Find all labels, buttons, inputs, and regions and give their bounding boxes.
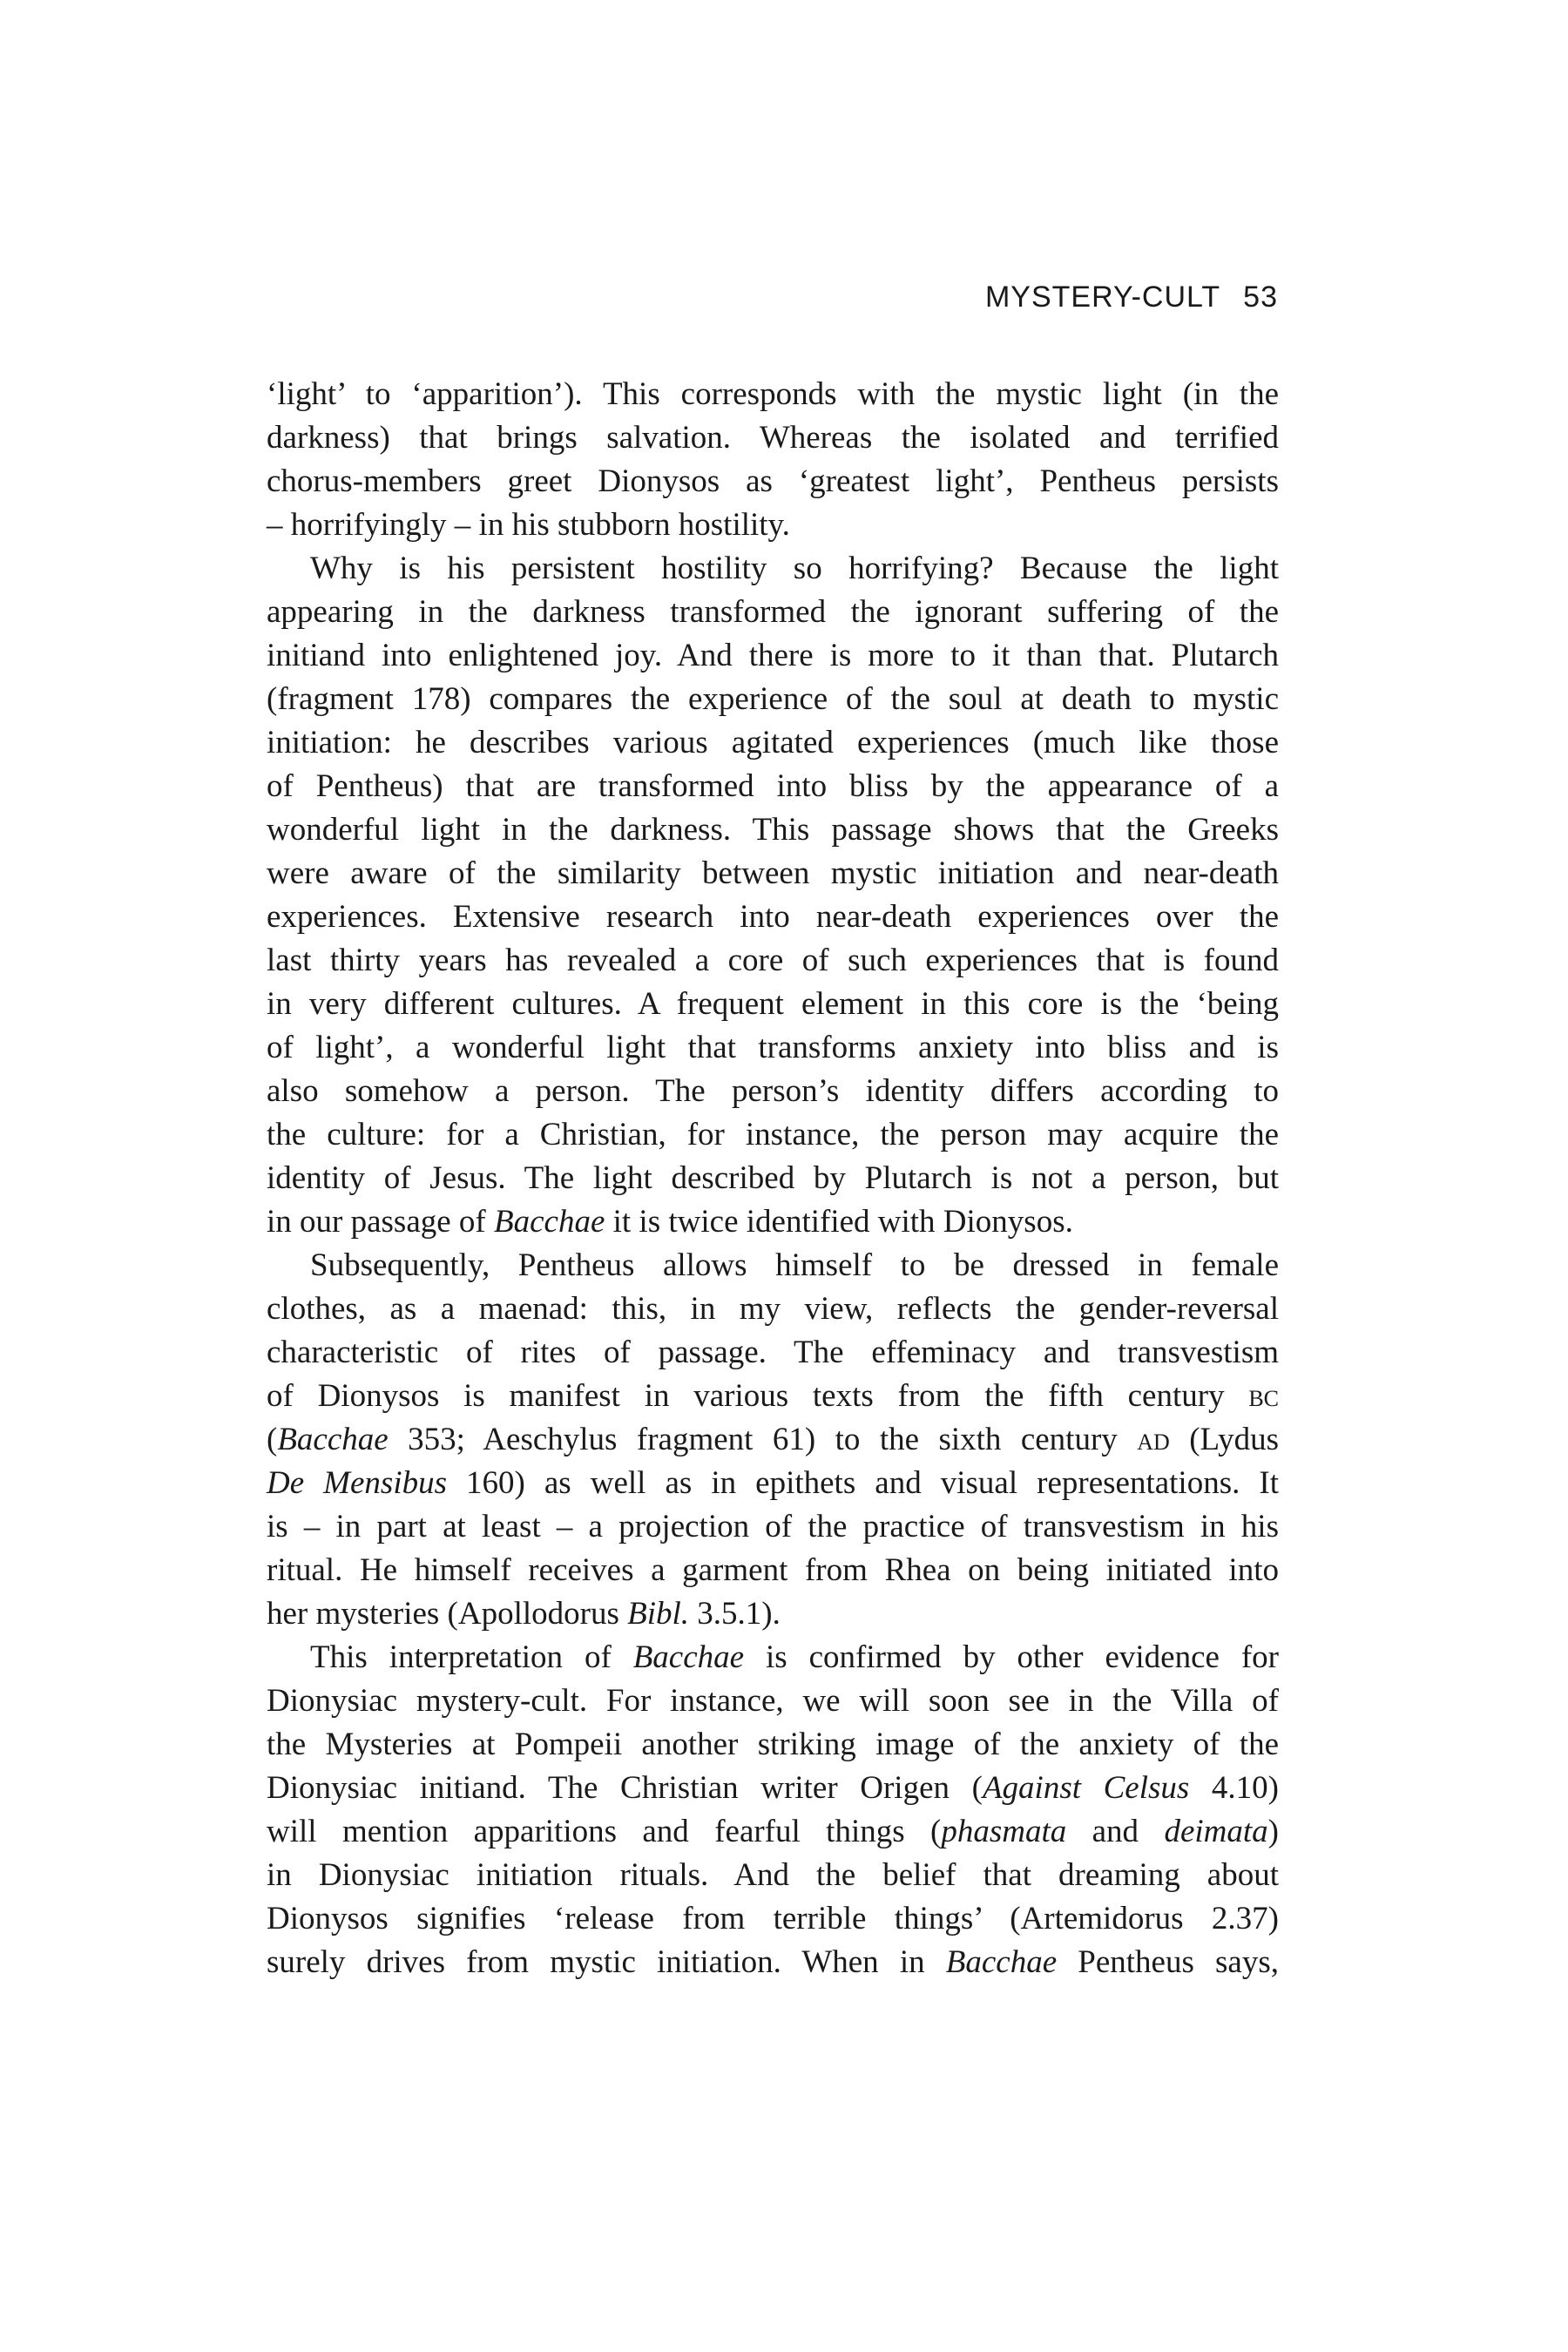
text-line xyxy=(267,1026,1279,1070)
text-span: 160) as well as in epithets and visual representations. It xyxy=(447,1465,1279,1501)
text-span: is confirmed by other evidence for xyxy=(744,1639,1279,1675)
text-span: ( xyxy=(267,1422,278,1457)
text-line xyxy=(267,1680,1279,1723)
text-line xyxy=(267,1592,1279,1636)
text-line xyxy=(267,416,1279,460)
text-span: clothes, as a maenad: this, in my view, reflects the gender-reversal xyxy=(267,1291,1279,1327)
text-line xyxy=(267,504,1279,547)
text-line xyxy=(267,1549,1279,1592)
text-span: the culture: for a Christian, for instance, the person may acquire the xyxy=(267,1117,1279,1152)
italic-text: Bacchae xyxy=(945,1944,1058,1980)
text-span: Dionysiac initiand. The Christian writer Origen ( xyxy=(267,1770,983,1806)
text-span: also somehow a person. The person’s identity differs according to xyxy=(267,1073,1279,1109)
italic-text: phasmata xyxy=(941,1814,1067,1849)
text-line xyxy=(267,373,1279,416)
text-line xyxy=(267,1244,1279,1288)
text-span: Dionysos signifies ‘release from terrible things’ (Artemidorus 2.37) xyxy=(267,1901,1279,1936)
italic-text: Bibl. xyxy=(627,1596,690,1632)
text-line xyxy=(267,1897,1279,1941)
text-span: will mention apparitions and fearful things ( xyxy=(267,1814,942,1849)
text-span: in very different cultures. A frequent element in this core is the ‘being xyxy=(267,986,1279,1022)
italic-text: Against Celsus xyxy=(982,1770,1190,1806)
text-span: ritual. He himself receives a garment from Rhea on being initiated into xyxy=(267,1552,1279,1588)
text-line xyxy=(267,591,1279,634)
text-line xyxy=(267,1113,1279,1157)
text-span: darkness) that brings salvation. Whereas the isolated and terrified xyxy=(267,420,1279,456)
text-line xyxy=(267,1767,1279,1810)
running-header-title: MYSTERY-CULT xyxy=(984,280,1221,314)
text-span: ‘light’ to ‘apparition’). This corresponds with the mystic light (in the xyxy=(267,376,1279,412)
text-span: of Dionysos is manifest in various texts from the fifth century xyxy=(267,1378,1249,1414)
text-span: (fragment 178) compares the experience of the soul at death to mystic xyxy=(267,681,1279,717)
text-span: chorus-members greet Dionysos as ‘greatest light’, Pentheus persists xyxy=(267,463,1279,499)
text-span: it is twice identified with Dionysos. xyxy=(605,1204,1073,1240)
text-line xyxy=(267,1288,1279,1331)
text-line xyxy=(267,896,1279,939)
text-span: experiences. Extensive research into near-death experiences over the xyxy=(267,899,1279,935)
text-line xyxy=(267,721,1279,765)
text-line xyxy=(267,808,1279,852)
text-line xyxy=(267,1505,1279,1549)
text-line xyxy=(267,460,1279,504)
text-span: in our passage of xyxy=(267,1204,494,1240)
text-span: identity of Jesus. The light described by Plutarch is not a person, but xyxy=(267,1160,1279,1196)
italic-text: De Mensibus xyxy=(267,1465,447,1501)
text-line xyxy=(267,939,1279,983)
text-span: her mysteries (Apollodorus xyxy=(267,1596,628,1632)
text-span: Subsequently, Pentheus allows himself to be dressed in female xyxy=(310,1247,1279,1283)
text-span: surely drives from mystic initiation. When in xyxy=(267,1944,946,1980)
text-span: were aware of the similarity between mystic initiation and near-death xyxy=(267,855,1279,891)
text-span: wonderful light in the darkness. This passage shows that the Greeks xyxy=(267,812,1279,848)
text-line xyxy=(267,1723,1279,1767)
text-span: ) xyxy=(1267,1814,1279,1849)
text-span: This interpretation of xyxy=(310,1639,633,1675)
text-line xyxy=(267,1636,1279,1680)
small-caps-text: bc xyxy=(1248,1378,1279,1414)
text-span: 4.10) xyxy=(1189,1770,1279,1806)
text-span: characteristic of rites of passage. The effeminacy and transvestism xyxy=(267,1335,1279,1370)
italic-text: Bacchae xyxy=(277,1422,389,1457)
text-line xyxy=(267,634,1279,678)
text-span: and xyxy=(1066,1814,1165,1849)
text-span: Dionysiac mystery-cult. For instance, we will soon see in the Villa of xyxy=(267,1683,1279,1719)
text-line xyxy=(267,1200,1279,1244)
text-line xyxy=(267,1418,1279,1462)
text-line xyxy=(267,547,1279,591)
italic-text: Bacchae xyxy=(632,1639,745,1675)
text-span: 3.5.1). xyxy=(689,1596,781,1632)
page-number: 53 xyxy=(1243,280,1278,314)
text-span: of light’, a wonderful light that transforms anxiety into bliss and is xyxy=(267,1030,1279,1065)
text-span: – horrifyingly – in his stubborn hostility. xyxy=(267,507,790,543)
text-line xyxy=(267,1941,1279,1984)
text-line xyxy=(267,983,1279,1026)
italic-text: Bacchae xyxy=(494,1204,605,1240)
text-span: of Pentheus) that are transformed into bliss by the appearance of a xyxy=(267,768,1279,804)
text-line xyxy=(267,852,1279,896)
text-line xyxy=(267,678,1279,721)
text-span: 353; Aeschylus fragment 61) to the sixth century xyxy=(388,1422,1138,1457)
text-span: initiation: he describes various agitated experiences (much like those xyxy=(267,725,1279,760)
body-text xyxy=(267,373,1279,1984)
text-line xyxy=(267,765,1279,808)
text-line xyxy=(267,1070,1279,1113)
text-span: appearing in the darkness transformed the ignorant suffering of the xyxy=(267,594,1279,630)
text-line xyxy=(267,1331,1279,1375)
text-span: (Lydus xyxy=(1169,1422,1280,1457)
text-span: is – in part at least – a projection of the practice of transvestism in his xyxy=(267,1509,1279,1544)
text-span: in Dionysiac initiation rituals. And the belief that dreaming about xyxy=(267,1857,1279,1893)
small-caps-text: ad xyxy=(1137,1422,1170,1457)
text-span: Pentheus says, xyxy=(1057,1944,1279,1980)
text-span: Why is his persistent hostility so horrifying? Because the light xyxy=(310,551,1279,586)
text-line xyxy=(267,1810,1279,1854)
text-line xyxy=(267,1157,1279,1200)
text-line xyxy=(267,1854,1279,1897)
text-line xyxy=(267,1375,1279,1418)
text-line xyxy=(267,1462,1279,1505)
text-span: initiand into enlightened joy. And there is more to it than that. Plutarch xyxy=(267,638,1279,673)
running-header xyxy=(985,280,1278,314)
text-span: the Mysteries at Pompeii another striking image of the anxiety of the xyxy=(267,1727,1279,1762)
text-span: last thirty years has revealed a core of such experiences that is found xyxy=(267,943,1279,978)
italic-text: deimata xyxy=(1164,1814,1268,1849)
